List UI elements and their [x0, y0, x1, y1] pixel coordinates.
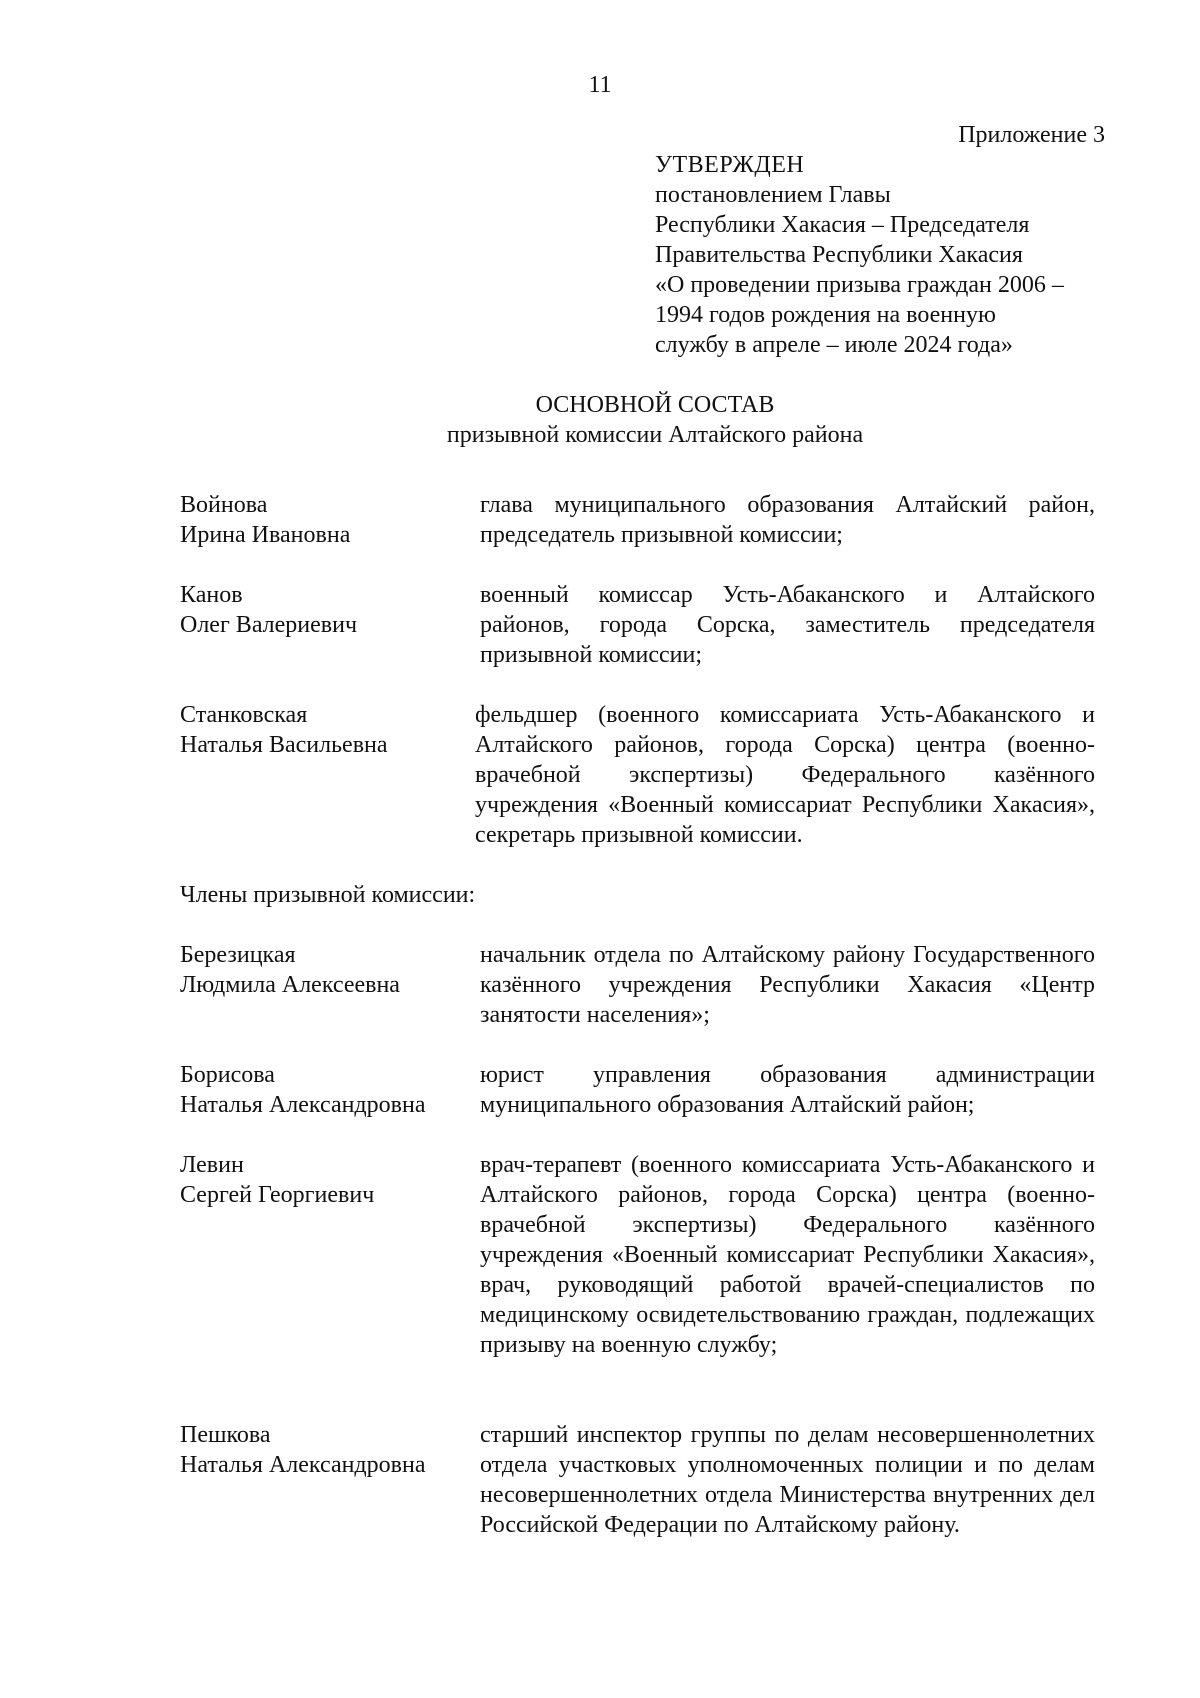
member-role: военный комиссар Усть-Абаканского и Алтайского районов, города Сорска, заместитель председателя призывной комиссии;: [480, 582, 1095, 668]
member-surname: Пешкова: [180, 1422, 271, 1448]
member-given-name: Наталья Александровна: [180, 1452, 426, 1478]
member-surname: Борисова: [180, 1062, 275, 1088]
appendix-label: Приложение 3: [958, 122, 1105, 148]
title-main: ОСНОВНОЙ СОСТАВ: [535, 392, 775, 418]
member-role: врач-терапевт (военного комиссариата Усть-Абаканского и Алтайского районов, города Сорска) центра (военно-врачебной экспертизы) Федерального казённого учреждения «Военный комиссариат Республики Хакасия», врач, руководящий работой врачей-специалистов по медицинскому освидетельствованию граждан, подлежащих призыву на военную службу;: [480, 1152, 1095, 1358]
member-surname: Березицкая: [180, 942, 296, 968]
document-title: [0, 390, 1200, 450]
approval-line: службу в апреле – июле 2024 года»: [655, 332, 1013, 358]
approval-line: 1994 годов рождения на военную: [655, 302, 996, 328]
member-given-name: Людмила Алексеевна: [180, 972, 400, 998]
approval-line: Республики Хакасия – Председателя: [655, 212, 1030, 238]
member-given-name: Сергей Георгиевич: [180, 1182, 375, 1208]
member-given-name: Ирина Ивановна: [180, 522, 351, 548]
member-name: [180, 490, 470, 550]
member-name: [180, 1150, 470, 1210]
member-surname: Войнова: [180, 492, 268, 518]
member-role: старший инспектор группы по делам несовершеннолетних отдела участковых уполномоченных полиции и по делам несовершеннолетних отдела Министерства внутренних дел Российской Федерации по Алтайскому району.: [480, 1422, 1095, 1538]
member-name: [180, 1420, 470, 1480]
member-role: глава муниципального образования Алтайский район, председатель призывной комиссии;: [480, 492, 1095, 548]
member-name: [180, 940, 470, 1000]
member-role: юрист управления образования администрации муниципального образования Алтайский район;: [480, 1062, 1095, 1118]
member-surname: Левин: [180, 1152, 244, 1178]
member-name: [180, 1060, 470, 1120]
member-given-name: Наталья Александровна: [180, 1092, 426, 1118]
approval-line: «О проведении призыва граждан 2006 –: [655, 272, 1064, 298]
approval-line: постановлением Главы: [655, 182, 891, 208]
member-role: начальник отдела по Алтайскому району Государственного казённого учреждения Республики Хакасия «Центр занятости населения»;: [480, 942, 1095, 1028]
title-subtitle: призывной комиссии Алтайского района: [446, 422, 864, 448]
member-given-name: Наталья Васильевна: [180, 732, 388, 758]
page-number: 11: [588, 72, 612, 98]
member-name: [180, 700, 470, 760]
member-surname: Канов: [180, 582, 243, 608]
approval-line: Правительства Республики Хакасия: [655, 242, 1023, 268]
approval-heading: УТВЕРЖДЕН: [655, 152, 805, 178]
member-name: [180, 580, 470, 640]
member-role: фельдшер (военного комиссариата Усть-Абаканского и Алтайского районов, города Сорска) центра (военно-врачебной экспертизы) Федерального казённого учреждения «Военный комиссариат Республики Хакасия», секретарь призывной комиссии.: [475, 702, 1095, 848]
approval-block: [655, 150, 1115, 360]
member-surname: Станковская: [180, 702, 308, 728]
members-header: Члены призывной комиссии:: [180, 882, 476, 908]
member-given-name: Олег Валериевич: [180, 612, 358, 638]
